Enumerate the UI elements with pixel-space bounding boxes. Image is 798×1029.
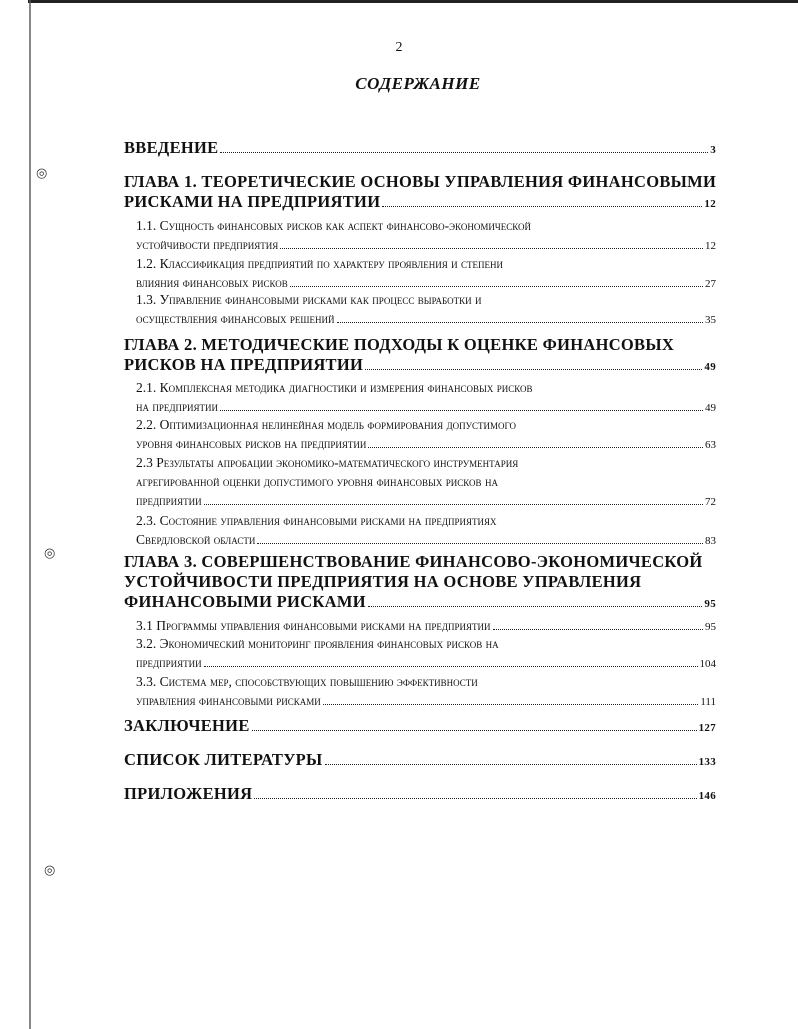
toc-entry-introduction[interactable] (124, 138, 716, 160)
page-number: 2 (395, 40, 403, 55)
punch-hole-icon: ◎ (36, 165, 48, 180)
entry-title-cont: Свердловской области (136, 532, 256, 547)
entry-title-cont: уровня финансовых рисков на предприятии (136, 436, 367, 451)
entry-title: ВВЕДЕНИЕ (124, 138, 219, 157)
entry-page: 3 (710, 144, 716, 156)
entry-title: 3.3. Система мер, способствующих повышению эффективности (136, 674, 478, 689)
entry-title-cont: РИСКОВ НА ПРЕДПРИЯТИИ (124, 355, 364, 374)
toc-entry-2-2[interactable] (136, 415, 716, 455)
entry-title-cont: предприятии (136, 655, 202, 670)
punch-hole-icon: ◎ (44, 545, 56, 560)
toc-entry-references[interactable] (124, 750, 716, 772)
entry-title: 1.2. Классификация предприятий по характеру проявления и степени (136, 256, 504, 271)
entry-title: 3.1 Программы управления финансовыми рисками на предприятии (136, 618, 491, 633)
page-left-edge (29, 0, 31, 1029)
toc-entry-conclusion[interactable] (124, 716, 716, 738)
entry-title: ГЛАВА 2. МЕТОДИЧЕСКИЕ ПОДХОДЫ К ОЦЕНКЕ ФИНАНСОВЫХ (124, 335, 675, 354)
entry-title: ЗАКЛЮЧЕНИЕ (124, 716, 250, 735)
entry-title: 2.1. Комплексная методика диагностики и измерения финансовых рисков (136, 380, 533, 395)
punch-hole-icon: ◎ (44, 862, 56, 877)
entry-title: 2.3 Результаты апробации экономико-математического инструментария (136, 455, 519, 470)
entry-title-cont: РИСКАМИ НА ПРЕДПРИЯТИИ (124, 192, 381, 211)
entry-title: 2.3. Состояние управления финансовыми рисками на предприятиях (136, 513, 497, 528)
toc-entry-2-3-state[interactable] (136, 511, 716, 551)
entry-page: 12 (705, 240, 716, 252)
toc-entry-3-3[interactable] (136, 672, 716, 712)
toc-entry-3-2[interactable] (136, 634, 716, 674)
entry-page: 49 (704, 361, 716, 373)
toc-entry-2-1[interactable] (136, 378, 716, 418)
entry-title: 1.3. Управление финансовыми рисками как процесс выработки и (136, 292, 482, 307)
entry-title: СПИСОК ЛИТЕРАТУРЫ (124, 750, 323, 769)
entry-page: 27 (705, 278, 716, 290)
entry-title-cont: влияния финансовых рисков (136, 275, 288, 290)
toc-entry-1-3[interactable] (136, 290, 716, 330)
entry-title-cont: на предприятии (136, 399, 219, 414)
entry-title: ПРИЛОЖЕНИЯ (124, 784, 253, 803)
entry-page: 95 (705, 621, 716, 633)
entry-title: 2.2. Оптимизационная нелинейная модель формирования допустимого (136, 417, 516, 432)
entry-title-cont: УСТОЙЧИВОСТИ ПРЕДПРИЯТИЯ НА ОСНОВЕ УПРАВЛЕНИЯ (124, 572, 642, 591)
entry-page: 63 (705, 439, 716, 451)
entry-page: 35 (705, 314, 716, 326)
entry-title-cont: устойчивости предприятия (136, 237, 279, 252)
toc-entry-2-3-results[interactable] (136, 453, 716, 512)
entry-page: 133 (698, 756, 716, 768)
toc-entry-1-1[interactable] (136, 216, 716, 256)
entry-page: 104 (699, 658, 716, 670)
entry-page: 95 (704, 598, 716, 610)
entry-title-cont: предприятии (136, 493, 202, 508)
entry-title-cont: управления финансовыми рисками (136, 693, 321, 708)
entry-page: 127 (698, 722, 716, 734)
toc-entry-chapter-1[interactable] (124, 172, 716, 214)
toc-entry-chapter-3[interactable] (124, 552, 716, 614)
toc-entry-1-2[interactable] (136, 254, 716, 294)
entry-page: 72 (705, 496, 716, 508)
entry-title-cont: осуществления финансовых решений (136, 311, 335, 326)
entry-title: ГЛАВА 3. СОВЕРШЕНСТВОВАНИЕ ФИНАНСОВО-ЭКОНОМИЧЕСКОЙ (124, 552, 703, 571)
entry-page: 49 (705, 402, 716, 414)
entry-title-cont: ФИНАНСОВЫМИ РИСКАМИ (124, 592, 366, 611)
page-top-edge (28, 0, 798, 3)
entry-page: 83 (705, 535, 716, 547)
entry-page: 146 (698, 790, 716, 802)
entry-title-cont: агрегированной оценки допустимого уровня финансовых рисков на (136, 474, 498, 489)
entry-title: ГЛАВА 1. ТЕОРЕТИЧЕСКИЕ ОСНОВЫ УПРАВЛЕНИЯ ФИНАНСОВЫМИ (124, 172, 716, 191)
entry-page: 111 (700, 696, 716, 708)
entry-title: 1.1. Сущность финансовых рисков как аспект финансово-экономической (136, 218, 531, 233)
entry-page: 12 (704, 198, 716, 210)
toc-entry-appendix[interactable] (124, 784, 716, 806)
entry-title: 3.2. Экономический мониторинг проявления финансовых рисков на (136, 636, 499, 651)
toc-entry-chapter-2[interactable] (124, 335, 716, 377)
toc-title: СОДЕРЖАНИЕ (355, 74, 481, 93)
